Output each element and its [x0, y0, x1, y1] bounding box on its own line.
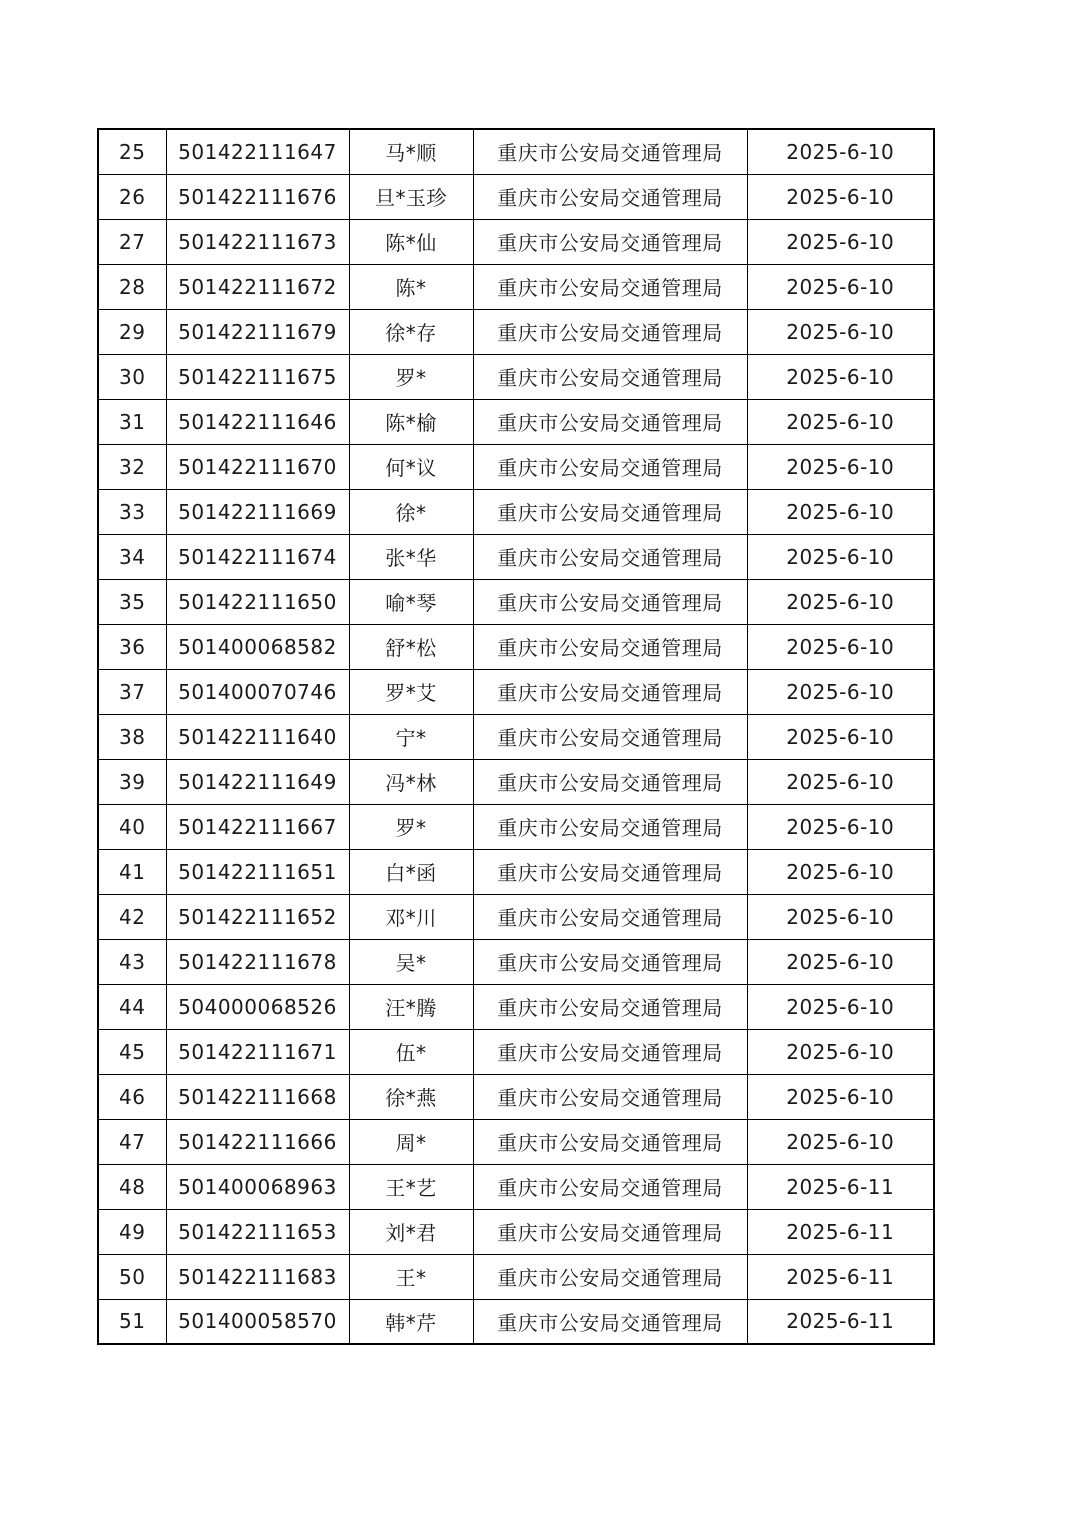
table-row [98, 714, 934, 759]
record-id-cell: 501422111672 [166, 264, 349, 309]
person-name-cell: 邓*川 [349, 894, 473, 939]
row-number-cell: 47 [98, 1119, 166, 1164]
person-name-cell: 韩*芹 [349, 1299, 473, 1344]
record-id-cell: 501400070746 [166, 669, 349, 714]
table-row [98, 849, 934, 894]
person-name-cell: 马*顺 [349, 129, 473, 174]
organization-cell: 重庆市公安局交通管理局 [473, 714, 747, 759]
record-id-cell: 501400068963 [166, 1164, 349, 1209]
date-cell: 2025-6-10 [747, 174, 934, 219]
table-row [98, 1209, 934, 1254]
row-number-cell: 43 [98, 939, 166, 984]
organization-cell: 重庆市公安局交通管理局 [473, 984, 747, 1029]
person-name-cell: 舒*松 [349, 624, 473, 669]
record-id-cell: 501422111668 [166, 1074, 349, 1119]
row-number-cell: 38 [98, 714, 166, 759]
table-row [98, 1074, 934, 1119]
table-row [98, 399, 934, 444]
organization-cell: 重庆市公安局交通管理局 [473, 1074, 747, 1119]
row-number-cell: 48 [98, 1164, 166, 1209]
row-number-cell: 32 [98, 444, 166, 489]
row-number-cell: 51 [98, 1299, 166, 1344]
date-cell: 2025-6-11 [747, 1254, 934, 1299]
organization-cell: 重庆市公安局交通管理局 [473, 759, 747, 804]
date-cell: 2025-6-10 [747, 264, 934, 309]
date-cell: 2025-6-10 [747, 894, 934, 939]
date-cell: 2025-6-10 [747, 399, 934, 444]
row-number-cell: 41 [98, 849, 166, 894]
date-cell: 2025-6-11 [747, 1164, 934, 1209]
person-name-cell: 周* [349, 1119, 473, 1164]
record-id-cell: 501400068582 [166, 624, 349, 669]
organization-cell: 重庆市公安局交通管理局 [473, 534, 747, 579]
row-number-cell: 37 [98, 669, 166, 714]
organization-cell: 重庆市公安局交通管理局 [473, 354, 747, 399]
table-row [98, 624, 934, 669]
organization-cell: 重庆市公安局交通管理局 [473, 624, 747, 669]
organization-cell: 重庆市公安局交通管理局 [473, 1299, 747, 1344]
organization-cell: 重庆市公安局交通管理局 [473, 939, 747, 984]
record-id-cell: 501422111649 [166, 759, 349, 804]
organization-cell: 重庆市公安局交通管理局 [473, 219, 747, 264]
row-number-cell: 35 [98, 579, 166, 624]
row-number-cell: 49 [98, 1209, 166, 1254]
date-cell: 2025-6-10 [747, 219, 934, 264]
table-row [98, 444, 934, 489]
date-cell: 2025-6-10 [747, 759, 934, 804]
organization-cell: 重庆市公安局交通管理局 [473, 174, 747, 219]
person-name-cell: 刘*君 [349, 1209, 473, 1254]
date-cell: 2025-6-11 [747, 1299, 934, 1344]
date-cell: 2025-6-10 [747, 534, 934, 579]
date-cell: 2025-6-10 [747, 624, 934, 669]
record-id-cell: 501422111650 [166, 579, 349, 624]
organization-cell: 重庆市公安局交通管理局 [473, 264, 747, 309]
record-id-cell: 501422111671 [166, 1029, 349, 1074]
row-number-cell: 25 [98, 129, 166, 174]
organization-cell: 重庆市公安局交通管理局 [473, 1254, 747, 1299]
person-name-cell: 伍* [349, 1029, 473, 1074]
person-name-cell: 喻*琴 [349, 579, 473, 624]
organization-cell: 重庆市公安局交通管理局 [473, 1209, 747, 1254]
row-number-cell: 31 [98, 399, 166, 444]
date-cell: 2025-6-10 [747, 579, 934, 624]
date-cell: 2025-6-10 [747, 354, 934, 399]
row-number-cell: 26 [98, 174, 166, 219]
record-id-cell: 501422111667 [166, 804, 349, 849]
person-name-cell: 徐*燕 [349, 1074, 473, 1119]
table-row [98, 894, 934, 939]
table-row [98, 1299, 934, 1344]
table-row [98, 1029, 934, 1074]
record-id-cell: 501422111651 [166, 849, 349, 894]
record-id-cell: 504000068526 [166, 984, 349, 1029]
record-id-cell: 501422111669 [166, 489, 349, 534]
date-cell: 2025-6-10 [747, 939, 934, 984]
organization-cell: 重庆市公安局交通管理局 [473, 399, 747, 444]
record-id-cell: 501422111676 [166, 174, 349, 219]
organization-cell: 重庆市公安局交通管理局 [473, 489, 747, 534]
organization-cell: 重庆市公安局交通管理局 [473, 1164, 747, 1209]
date-cell: 2025-6-10 [747, 1029, 934, 1074]
table-row [98, 129, 934, 174]
date-cell: 2025-6-10 [747, 804, 934, 849]
person-name-cell: 陈*榆 [349, 399, 473, 444]
record-id-cell: 501422111683 [166, 1254, 349, 1299]
table-row [98, 219, 934, 264]
organization-cell: 重庆市公安局交通管理局 [473, 894, 747, 939]
row-number-cell: 30 [98, 354, 166, 399]
row-number-cell: 44 [98, 984, 166, 1029]
table-row [98, 804, 934, 849]
person-name-cell: 王* [349, 1254, 473, 1299]
row-number-cell: 50 [98, 1254, 166, 1299]
date-cell: 2025-6-10 [747, 309, 934, 354]
record-id-cell: 501422111652 [166, 894, 349, 939]
date-cell: 2025-6-10 [747, 1119, 934, 1164]
person-name-cell: 旦*玉珍 [349, 174, 473, 219]
organization-cell: 重庆市公安局交通管理局 [473, 444, 747, 489]
date-cell: 2025-6-10 [747, 669, 934, 714]
record-id-cell: 501422111647 [166, 129, 349, 174]
date-cell: 2025-6-10 [747, 984, 934, 1029]
date-cell: 2025-6-10 [747, 129, 934, 174]
row-number-cell: 46 [98, 1074, 166, 1119]
record-id-cell: 501422111679 [166, 309, 349, 354]
row-number-cell: 27 [98, 219, 166, 264]
row-number-cell: 29 [98, 309, 166, 354]
record-id-cell: 501422111678 [166, 939, 349, 984]
table-row [98, 1119, 934, 1164]
records-table-body [98, 129, 934, 1344]
organization-cell: 重庆市公安局交通管理局 [473, 849, 747, 894]
person-name-cell: 罗* [349, 804, 473, 849]
organization-cell: 重庆市公安局交通管理局 [473, 804, 747, 849]
table-row [98, 669, 934, 714]
person-name-cell: 罗*艾 [349, 669, 473, 714]
table-row [98, 534, 934, 579]
row-number-cell: 39 [98, 759, 166, 804]
person-name-cell: 宁* [349, 714, 473, 759]
row-number-cell: 36 [98, 624, 166, 669]
row-number-cell: 34 [98, 534, 166, 579]
record-id-cell: 501422111670 [166, 444, 349, 489]
table-row [98, 579, 934, 624]
date-cell: 2025-6-10 [747, 714, 934, 759]
row-number-cell: 28 [98, 264, 166, 309]
person-name-cell: 徐*存 [349, 309, 473, 354]
person-name-cell: 徐* [349, 489, 473, 534]
person-name-cell: 冯*林 [349, 759, 473, 804]
table-row [98, 354, 934, 399]
table-row [98, 759, 934, 804]
person-name-cell: 吴* [349, 939, 473, 984]
record-id-cell: 501422111646 [166, 399, 349, 444]
records-table [97, 128, 935, 1345]
date-cell: 2025-6-10 [747, 849, 934, 894]
date-cell: 2025-6-10 [747, 489, 934, 534]
table-row [98, 174, 934, 219]
organization-cell: 重庆市公安局交通管理局 [473, 669, 747, 714]
organization-cell: 重庆市公安局交通管理局 [473, 309, 747, 354]
record-id-cell: 501400058570 [166, 1299, 349, 1344]
record-id-cell: 501422111673 [166, 219, 349, 264]
date-cell: 2025-6-11 [747, 1209, 934, 1254]
person-name-cell: 王*艺 [349, 1164, 473, 1209]
row-number-cell: 33 [98, 489, 166, 534]
table-row [98, 1254, 934, 1299]
date-cell: 2025-6-10 [747, 444, 934, 489]
row-number-cell: 40 [98, 804, 166, 849]
organization-cell: 重庆市公安局交通管理局 [473, 579, 747, 624]
person-name-cell: 陈* [349, 264, 473, 309]
person-name-cell: 罗* [349, 354, 473, 399]
table-row [98, 309, 934, 354]
table-row [98, 939, 934, 984]
person-name-cell: 陈*仙 [349, 219, 473, 264]
table-row [98, 984, 934, 1029]
table-row [98, 1164, 934, 1209]
table-row [98, 489, 934, 534]
date-cell: 2025-6-10 [747, 1074, 934, 1119]
record-id-cell: 501422111675 [166, 354, 349, 399]
record-id-cell: 501422111640 [166, 714, 349, 759]
record-id-cell: 501422111666 [166, 1119, 349, 1164]
person-name-cell: 何*议 [349, 444, 473, 489]
record-id-cell: 501422111653 [166, 1209, 349, 1254]
person-name-cell: 张*华 [349, 534, 473, 579]
person-name-cell: 汪*腾 [349, 984, 473, 1029]
row-number-cell: 45 [98, 1029, 166, 1074]
organization-cell: 重庆市公安局交通管理局 [473, 129, 747, 174]
organization-cell: 重庆市公安局交通管理局 [473, 1029, 747, 1074]
organization-cell: 重庆市公安局交通管理局 [473, 1119, 747, 1164]
table-row [98, 264, 934, 309]
person-name-cell: 白*函 [349, 849, 473, 894]
row-number-cell: 42 [98, 894, 166, 939]
record-id-cell: 501422111674 [166, 534, 349, 579]
